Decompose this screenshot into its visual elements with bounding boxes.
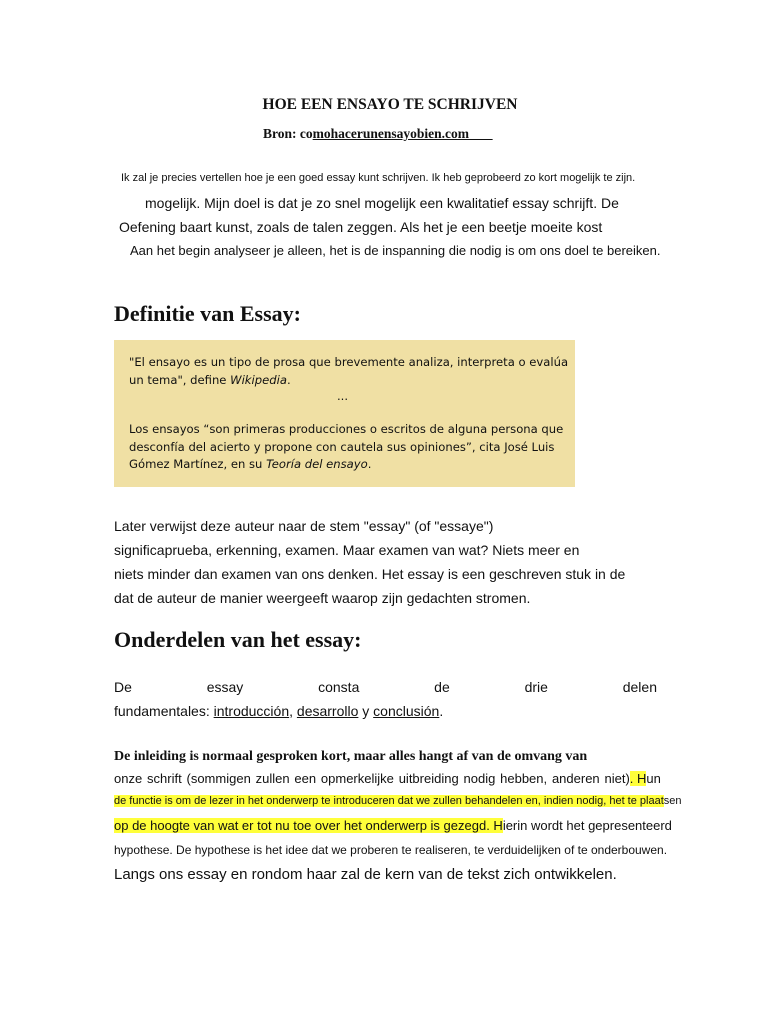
section-heading-definition: Definitie van Essay:: [114, 301, 301, 326]
quote-line-1: "El ensayo es un tipo de prosa que brevemente analiza, interpreta o evalúa: [129, 355, 569, 369]
sep: y: [358, 703, 374, 719]
body-line-2: [114, 771, 661, 786]
highlight: op de hoogte van wat er tot nu toe over het onderwerp is gezegd. H: [114, 818, 503, 833]
source-link[interactable]: mohacerunensayobien.com: [312, 126, 493, 141]
word-last: [604, 771, 660, 786]
body-line-5: hypothese. De hypothese is het idee dat we proberen te realiseren, te verduidelijken of te onderbouwen.: [114, 843, 668, 857]
word: schrift: [147, 771, 182, 786]
quote-line-2-text: un tema", define: [129, 373, 231, 387]
word: consta: [318, 679, 360, 695]
fundamentals-line: [114, 703, 443, 719]
intro-bold-line: De inleiding is normaal gesproken kort, maar alles hangt af van de omvang van: [114, 749, 588, 764]
word: opmerkelijke: [320, 771, 394, 786]
word: zullen: [255, 771, 290, 786]
word: de: [434, 679, 450, 695]
word: onze: [114, 771, 143, 786]
sep: ,: [289, 703, 297, 719]
paragraph-line: Later verwijst deze auteur naar de stem "essay" (of "essaye"): [114, 518, 494, 534]
quote-box: [114, 340, 575, 487]
quote-line-2: [129, 373, 291, 387]
body-line-3: [114, 795, 682, 807]
quote-line-5-end: .: [367, 457, 372, 471]
quote-line-4: desconfía del acierto y propone con cautela sus opiniones”, cita José Luis: [129, 440, 555, 454]
word: uitbreiding: [398, 771, 459, 786]
highlight: . H: [629, 771, 647, 786]
body-line-6: Langs ons essay en rondom haar zal de kern van de tekst zich ontwikkelen.: [114, 866, 617, 883]
intro-line-4: Aan het begin analyseer je alleen, het is de inspanning die nodig is om ons doel te bereiken.: [130, 243, 661, 258]
word: De: [114, 679, 132, 695]
quote-source-wikipedia: Wikipedia: [230, 373, 287, 387]
quote-line-2-end: .: [286, 373, 291, 387]
paragraph-line: significaprueba, erkenning, examen. Maar examen van wat? Niets meer en: [114, 542, 580, 558]
quote-ellipsis: ...: [337, 389, 349, 403]
word: een: [294, 771, 317, 786]
intro-line-3: Oefening baart kunst, zoals de talen zeggen. Als het je een beetje moeite kost: [119, 219, 603, 235]
part-introduccion-link[interactable]: introducción: [213, 703, 290, 719]
word: anderen: [551, 771, 600, 786]
section-heading-parts: Onderdelen van het essay:: [114, 627, 362, 652]
quote-line-5-text: Gómez Martínez, en su: [129, 457, 267, 471]
paragraph-line: dat de auteur de manier weergeeft waarop zijn gedachten stromen.: [114, 590, 531, 606]
line-end: ierin wordt het gepresenteerd: [502, 818, 672, 833]
quote-line-5: [129, 457, 371, 471]
document-title: HOE EEN ENSAYO TE SCHRIJVEN: [262, 96, 518, 113]
part-desarrollo-link[interactable]: desarrollo: [296, 703, 359, 719]
justified-line: [114, 679, 657, 695]
part-conclusion-link[interactable]: conclusión: [373, 703, 440, 719]
word-part: un: [646, 771, 661, 786]
fund-prefix: fundamentales:: [114, 703, 214, 719]
word: drie: [524, 679, 548, 695]
word: nodig: [463, 771, 496, 786]
quote-source-book: Teoría del ensayo: [266, 457, 368, 471]
highlight: de functie is om de lezer in het onderwerp te introduceren dat we zullen behandelen en, indien nodig, het te plaat: [114, 795, 664, 807]
word: essay: [206, 679, 244, 695]
intro-line-2: mogelijk. Mijn doel is dat je zo snel mogelijk een kwalitatief essay schrijft. De: [145, 195, 619, 211]
word: delen: [622, 679, 657, 695]
word-part: niet): [604, 771, 630, 786]
intro-line-1: Ik zal je precies vertellen hoe je een goed essay kunt schrijven. Ik heb geprobeerd zo kort mogelijk te zijn.: [121, 172, 636, 184]
body-line-4: [114, 818, 672, 833]
word: (sommigen: [186, 771, 251, 786]
definition-paragraph: [114, 514, 674, 610]
source-line: [263, 126, 493, 142]
fund-end: .: [439, 703, 444, 719]
quote-line-3: Los ensayos “son primeras producciones o escritos de alguna persona que: [129, 422, 564, 436]
paragraph-line: niets minder dan examen van ons denken. Het essay is een geschreven stuk in de: [114, 566, 626, 582]
word: hebben,: [500, 771, 548, 786]
source-label: Bron: co: [263, 126, 313, 141]
line-end: sen: [663, 795, 682, 807]
